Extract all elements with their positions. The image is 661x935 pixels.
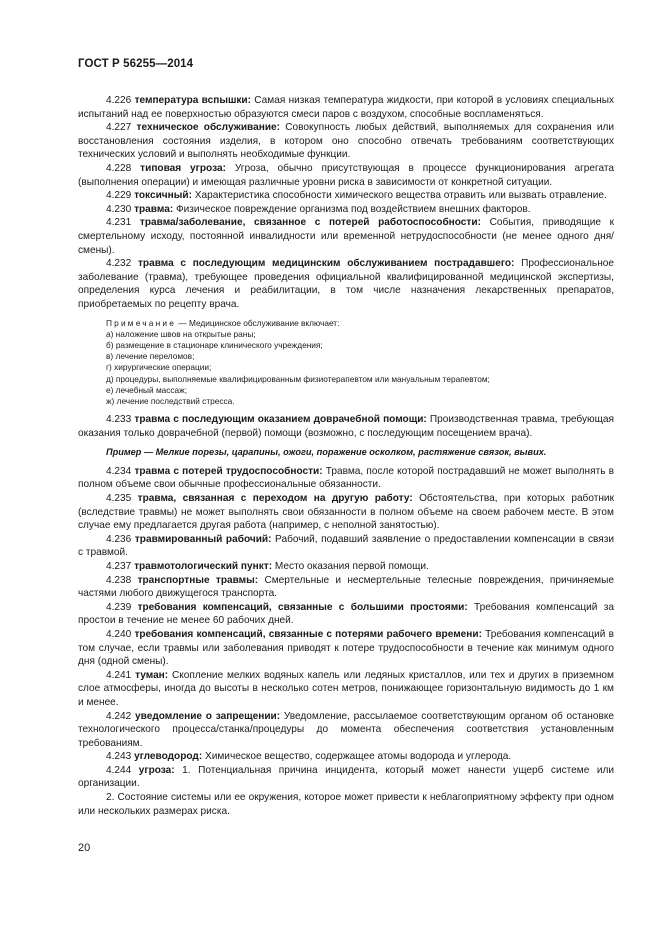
term-number: 4.232 xyxy=(106,258,132,270)
term-entry xyxy=(78,162,614,189)
term-entry xyxy=(78,710,614,751)
term-entry xyxy=(78,189,614,203)
document-body xyxy=(78,94,614,818)
term-name: требования компенсаций, связанные с большими простоями: xyxy=(137,601,468,613)
term-number: 4.243 xyxy=(106,751,132,763)
term-definition: Скопление мелких водяных капель или ледяных кристаллов, или тех и других в приземном слое атмосферы, иногда до высоты в несколько сотен метров, понижающее горизонтальную видимость до 1 км и менее. xyxy=(78,669,614,708)
note-list-item: в) лечение переломов; xyxy=(106,351,195,362)
term-number: 4.238 xyxy=(106,574,132,586)
term-number: 4.242 xyxy=(106,710,132,722)
term-number: 4.234 xyxy=(106,465,132,477)
term-name: температура вспышки: xyxy=(134,95,251,106)
term-definition: Угроза, обычно присутствующая в процессе функционирования агрегата (выполнения операции) и имеющая различные уровни риска в зависимости от конкретной ситуации. xyxy=(78,162,615,188)
term-name: травмированный рабочий: xyxy=(134,533,272,545)
note-label: Примечание xyxy=(106,317,177,328)
term-definition: Смертельные и несмертельные телесные повреждения, причиняемые частями любого движущегося транспорта. xyxy=(78,574,614,600)
term-name: травма с потерей трудоспособности: xyxy=(134,465,323,477)
term-definition: Профессиональное заболевание (травма), требующее проведения официальной квалифицированной медицинской экспертизы, определения курса лечения и реабилитации, в том числе назначения лекарственных препаратов, приобретаемых по рецепту врача. xyxy=(78,258,614,310)
term-name: травма: xyxy=(134,203,174,215)
term-entry xyxy=(78,533,614,560)
note-list-item: д) процедуры, выполняемые квалифицированным физиотерапевтом или мануальным терапевтом; xyxy=(106,373,490,384)
term-entry xyxy=(78,764,614,791)
term-definition: Рабочий, подавший заявление о предоставлении компенсации в связи с травмой. xyxy=(78,533,614,559)
note-intro: Медицинское обслуживание включает: xyxy=(188,317,340,328)
term-name: травма с последующим медицинским обслуживанием пострадавшего: xyxy=(137,258,515,270)
term-definition: Физическое повреждение организма под воздействием внешних факторов. xyxy=(173,203,531,215)
term-number: 4.228 xyxy=(106,162,132,174)
term-name: травмотологический пункт: xyxy=(134,560,273,572)
term-definition: 1. Потенциальная причина инцидента, который может нанести ущерб системе или организации. xyxy=(78,764,614,790)
term-number: 4.231 xyxy=(106,217,132,229)
term-entry xyxy=(78,574,614,601)
term-definition: Обстоятельства, при которых работник (вследствие травмы) не может выполнять свои обязанности в полном объеме на своем рабочем месте. В этом случае ему предлагается другая работа (например, с неполной занятостью). xyxy=(78,493,614,532)
term-name: токсичный: xyxy=(134,190,192,202)
standard-header: ГОСТ Р 56255—2014 xyxy=(78,58,194,70)
term-definition: Требования компенсаций за простои в течение не менее 60 рабочих дней. xyxy=(78,601,614,627)
term-number: 4.239 xyxy=(106,601,132,613)
example-block xyxy=(78,446,614,459)
term-definition: Производственная травма, требующая оказания только доврачебной (первой) помощи (возможно, с последующим посещением врача). xyxy=(78,414,614,439)
term-name: транспортные травмы: xyxy=(137,574,259,586)
term-entry xyxy=(78,465,614,492)
note-items xyxy=(78,329,614,407)
term-name: туман: xyxy=(135,669,169,681)
term-name: уведомление о запрещении: xyxy=(135,710,281,722)
term-definition: События, приводящие к смертельному исходу, постоянной инвалидности или временной нетрудоспособности (не менее одного дня/смены). xyxy=(78,217,614,256)
term-entry xyxy=(78,750,614,764)
term-definition: Самая низкая температура жидкости, при которой в условиях специальных испытаний над ее поверхностью образуются смеси паров с воздухом, способные воспламеняться. xyxy=(78,95,614,120)
term-number: 4.229 xyxy=(106,190,132,202)
term-continuation: 2. Состояние системы или ее окружения, которое может привести к неблагоприятному эффекту при одном или нескольких размерах риска. xyxy=(78,792,614,817)
terms-list-a xyxy=(78,94,614,312)
term-entry xyxy=(78,601,614,628)
term-entry xyxy=(78,216,614,257)
term-number: 4.230 xyxy=(106,203,132,215)
term-name: углеводород: xyxy=(134,751,203,763)
term-entry xyxy=(78,94,614,121)
term-entry xyxy=(78,669,614,710)
term-definition: Требования компенсаций в том случае, если травмы или заболевания приводят к потере трудоспособности в течение как минимум одного дня (одной смены). xyxy=(78,628,614,668)
note-list-item: г) хирургические операции; xyxy=(106,362,212,373)
term-number: 4.235 xyxy=(106,493,132,504)
term-entry xyxy=(78,121,614,162)
term-number: 4.233 xyxy=(106,414,132,426)
term-entry xyxy=(78,203,614,217)
term-definition: Травма, после которой пострадавший не может выполнять в полном объеме свои обычные профессиональные обязанности. xyxy=(78,465,614,491)
note-list-item: а) наложение швов на открытые раны; xyxy=(106,328,256,339)
term-entry-4.233 xyxy=(78,413,614,440)
term-entry xyxy=(78,560,614,574)
term-name: требования компенсаций, связанные с потерями рабочего времени: xyxy=(134,628,482,640)
term-number: 4.244 xyxy=(106,764,132,776)
term-name: угроза: xyxy=(138,764,175,776)
term-number: 4.240 xyxy=(106,628,132,640)
term-definition: Химическое вещество, содержащее атомы водорода и углерода. xyxy=(202,751,512,763)
term-definition: Характеристика способности химического вещества отравить или вызвать отравление. xyxy=(191,190,607,202)
note-heading xyxy=(78,318,614,329)
term-name: травма, связанная с переходом на другую работу: xyxy=(137,493,413,504)
note-list-item: ж) лечение последствий стресса. xyxy=(106,395,235,406)
note-dash: — xyxy=(176,317,189,328)
note-list-item: е) лечебный массаж; xyxy=(106,384,188,395)
term-number: 4.241 xyxy=(106,669,132,681)
term-entry xyxy=(78,628,614,669)
note-block xyxy=(78,318,614,408)
term-entry xyxy=(78,492,614,533)
term-definition: Совокупность любых действий, выполняемых для сохранения или восстановления состояния изделия, в котором оно способно отвечать требованиям соответствующих технических условий и выполнять необходимые функции. xyxy=(78,122,614,161)
terms-list-b xyxy=(78,465,614,791)
term-number: 4.237 xyxy=(106,560,132,572)
term-name: техническое обслуживание: xyxy=(136,122,280,134)
example-label: Пример xyxy=(106,447,142,458)
term-definition: Место оказания первой помощи. xyxy=(272,560,429,572)
term-name: типовая угроза: xyxy=(140,162,226,174)
page-number: 20 xyxy=(78,842,91,854)
term-definition: Уведомление, рассылаемое соответствующим органом об остановке технологического процесса/станка/процедуры до момента обеспечения соответствия установленным требованиям. xyxy=(78,710,615,749)
term-entry xyxy=(78,257,614,311)
note-list-item: б) размещение в стационаре клинического учреждения; xyxy=(106,339,323,350)
example-text: — Мелкие порезы, царапины, ожоги, поражение осколком, растяжение связок, вывих. xyxy=(141,447,547,458)
term-name: травма/заболевание, связанное с потерей работоспособности: xyxy=(139,217,481,229)
term-name: травма с последующим оказанием доврачебной помощи: xyxy=(134,414,427,426)
term-number: 4.226 xyxy=(106,95,132,106)
term-number: 4.227 xyxy=(106,122,132,134)
term-number: 4.236 xyxy=(106,533,132,545)
